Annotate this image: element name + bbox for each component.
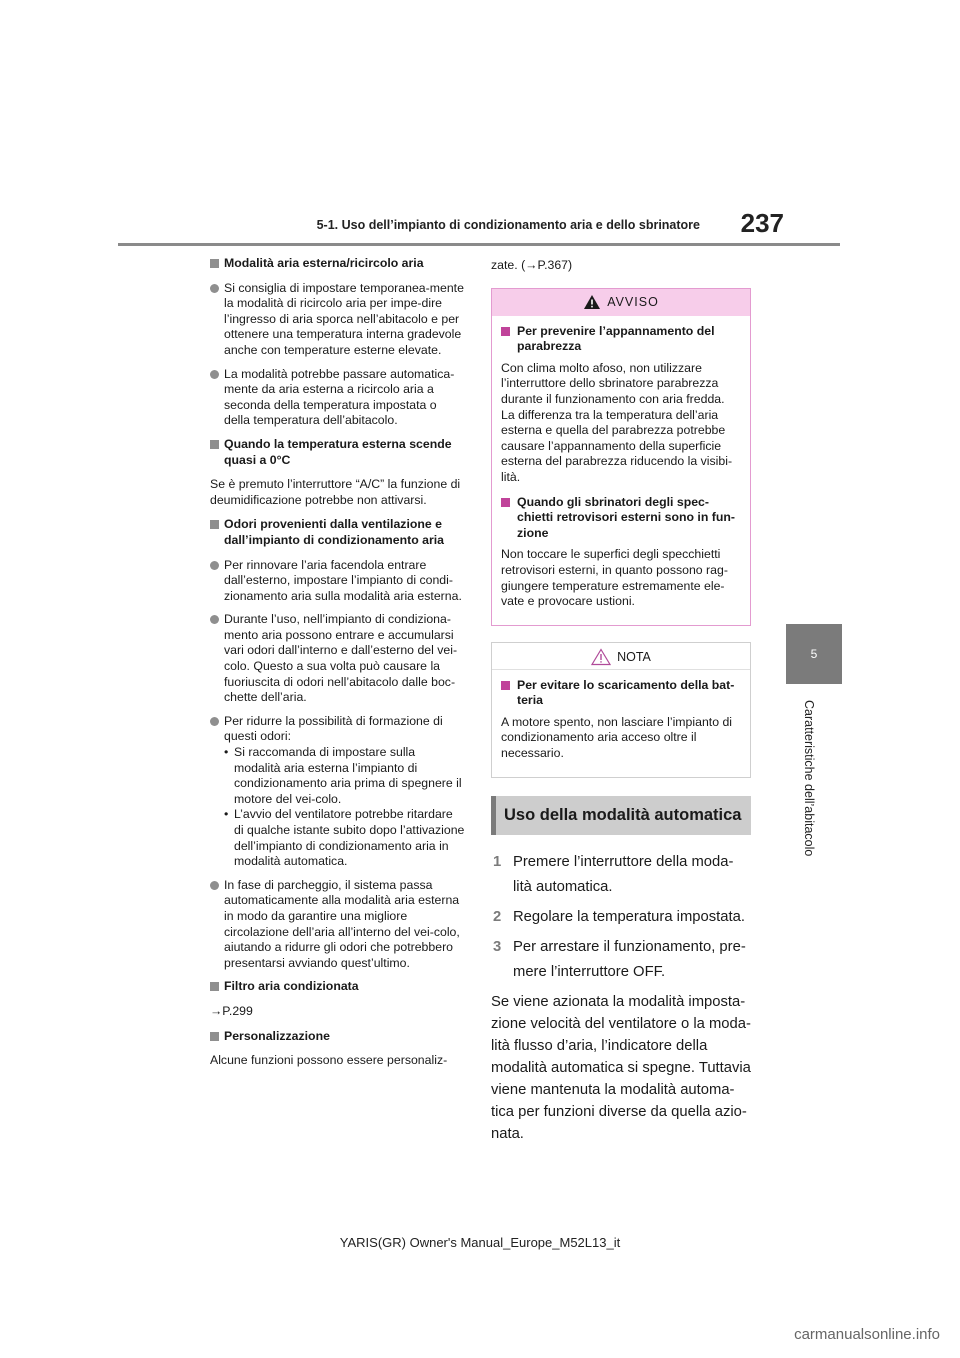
warning-triangle-icon <box>583 294 601 310</box>
square-bullet-icon <box>210 520 219 529</box>
header-divider <box>118 243 840 246</box>
circle-bullet-icon <box>210 370 219 379</box>
paragraph-continuation: zate. (→P.367) <box>491 258 573 272</box>
bullet-item: Si consiglia di impostare temporanea-mente la modalità di ricircolo aria per impe-dire l’ingresso di aria sporca nell’abitacolo e per ottenere una temperatura interna gradevole anche con temperature esterne elevate. <box>210 281 465 359</box>
bullet-item: Per rinnovare l’aria facendola entrare dall’esterno, impostare l’impianto di condi-zionamento aria sulla modalità aria esterna. <box>210 558 465 605</box>
footer-watermark: carmanualsonline.info <box>794 1326 940 1343</box>
square-bullet-icon <box>210 982 219 991</box>
chapter-header: 5-1. Uso dell’impianto di condizionamento aria e dello sbrinatore <box>316 218 700 232</box>
square-bullet-icon <box>501 498 510 507</box>
subheading: Odori provenienti dalla ventilazione e dall’impianto di condizionamento aria <box>210 517 465 548</box>
note-subheading: Per evitare lo scaricamento della bat-teria <box>501 678 741 709</box>
sub-bullet: • L’avvio del ventilatore potrebbe ritardare di qualche istante subito dopo l’attivazione dell’impianto di condizionamento aria in modalità automatica. <box>224 807 465 869</box>
step-item: 1 Premere l’interruttore della moda-lità automatica. <box>493 853 734 895</box>
warning-header: AVVISO <box>492 289 750 316</box>
section-title: Uso della modalità automatica <box>491 796 751 835</box>
subheading: Quando la temperatura esterna scende quasi a 0°C <box>210 437 465 468</box>
page-reference[interactable]: →P.299 <box>210 1003 253 1018</box>
warning-subheading: Quando gli sbrinatori degli spec-chietti retrovisori esterni sono in fun-zione <box>501 495 741 542</box>
circle-bullet-icon <box>210 615 219 624</box>
caution-triangle-icon <box>591 648 611 666</box>
square-bullet-icon <box>501 681 510 690</box>
bullet-item: Durante l’uso, nell’impianto di condiziona-mento aria possono entrare e accumularsi vari odori dall’interno e dall’esterno del vei-colo. Questo a sua volta può causare la fuoriuscita di odori nell’abitacolo dalle boc-chette dell’aria. <box>210 612 465 706</box>
subheading: Personalizzazione <box>210 1029 465 1045</box>
circle-bullet-icon <box>210 717 219 726</box>
warning-subheading: Per prevenire l’appannamento del parabrezza <box>501 324 741 355</box>
subheading: Filtro aria condizionata <box>210 979 465 995</box>
sub-bullet: • Si raccomanda di impostare sulla modalità aria esterna l’impianto di condizionamento aria prima di spegnere il motore del vei-colo. <box>224 745 462 806</box>
steps-list <box>491 850 751 985</box>
subheading: Modalità aria esterna/ricircolo aria <box>210 256 465 272</box>
warning-text: Con clima molto afoso, non utilizzare l’interruttore dello sbrinatore parabrezza durante il funzionamento con aria fredda. La differenza tra la temperatura dell’aria esterna e quella del parabrezza potrebbe causare l’appannamento della superficie esterna del parabrezza riducendo la visibi-lità. <box>501 360 733 484</box>
note-header: NOTA <box>492 643 750 670</box>
square-bullet-icon <box>210 440 219 449</box>
square-bullet-icon <box>210 259 219 268</box>
circle-bullet-icon <box>210 284 219 293</box>
bullet-item: La modalità potrebbe passare automatica-mente da aria esterna a ricircolo aria a seconda della temperatura impostata o della temperatura dell’abitacolo. <box>210 367 465 429</box>
note-box <box>491 642 751 778</box>
page-number: 237 <box>740 208 784 238</box>
step-item: 2 Regolare la temperatura impostata. <box>493 908 745 925</box>
paragraph: Se viene azionata la modalità imposta-zione velocità del ventilatore o la moda-lità flusso d’aria, l’indicatore della modalità automatica si spegne. Tuttavia viene mantenuta la modalità automa-tica per funzioni diverse da quella azio-nata. <box>491 993 751 1142</box>
bullet-item: In fase di parcheggio, il sistema passa automaticamente alla modalità aria esterna in modo da garantire una migliore circolazione dell’aria all’interno del vei-colo, aiutando a ridurre gli odori che potrebbero presentarsi avviando quest’ultimo. <box>210 878 465 972</box>
square-bullet-icon <box>501 327 510 336</box>
left-column <box>210 256 465 1078</box>
square-bullet-icon <box>210 1032 219 1041</box>
step-item: 3 Per arrestare il funzionamento, pre-mere l’interruttore OFF. <box>493 938 746 980</box>
footer-manual-id: YARIS(GR) Owner's Manual_Europe_M52L13_it <box>339 1235 621 1250</box>
circle-bullet-icon <box>210 561 219 570</box>
warning-text: Non toccare le superfici degli specchietti retrovisori esterni, in quanto possono rag-giungere temperature estremamente ele-vate e provocare ustioni. <box>501 547 728 609</box>
warning-box <box>491 288 751 626</box>
paragraph: Se è premuto l’interruttore “A/C” la funzione di deumidificazione potrebbe non attivarsi. <box>210 477 461 507</box>
paragraph: Alcune funzioni possono essere personaliz- <box>210 1053 448 1068</box>
chapter-tab-label: Caratteristiche dell’abitacolo <box>802 700 816 857</box>
bullet-item: Per ridurre la possibilità di formazione di questi odori: • Si raccomanda di impostare sulla modalità aria esterna l’impianto di condizionamento aria prima di spegnere il motore del vei-colo. • L’avvio del ventilatore potrebbe ritardare di qualche istante subito dopo l’attivazione dell’impianto di condizionamento aria in modalità automatica. <box>210 714 465 870</box>
right-column <box>491 258 751 1145</box>
note-text: A motore spento, non lasciare l’impianto di condizionamento aria acceso oltre il necessario. <box>501 714 733 761</box>
chapter-tab: 5 <box>786 624 842 684</box>
circle-bullet-icon <box>210 881 219 890</box>
